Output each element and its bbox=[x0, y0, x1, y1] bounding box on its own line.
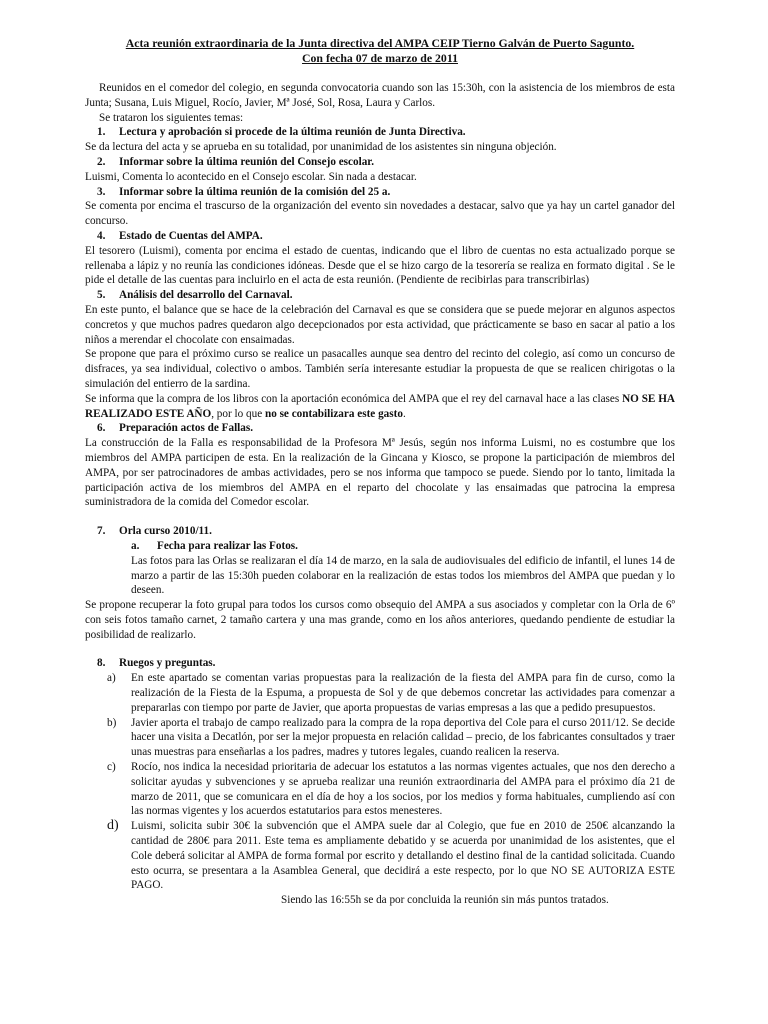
section-title: Análisis del desarrollo del Carnaval. bbox=[119, 289, 293, 302]
section-number: 3. bbox=[97, 185, 106, 198]
section-7-heading bbox=[85, 524, 675, 539]
section-number: 8. bbox=[97, 657, 106, 670]
list-item-text: Javier aporta el trabajo de campo realizado para la compra de la ropa deportiva del Cole para el curso 2011/12. Se decide hacer una visita a Decatlón, por ser la mejor propuesta en relación calidad – precio, de los fabricantes consultados y traer unas muestras para enseñarlas a los padres, madres y tutores legales, cuando realicen la reserva. bbox=[131, 716, 675, 759]
section-3-heading bbox=[85, 185, 675, 200]
title-line-1: Acta reunión extraordinaria de la Junta directiva del AMPA CEIP Tierno Galván de Puerto Sagunto. bbox=[125, 36, 635, 50]
section-title: Informar sobre la última reunión del Consejo escolar. bbox=[119, 155, 375, 168]
section-1-body: Se da lectura del acta y se aprueba en su totalidad, por unanimidad de los asistentes sin ninguna objeción. bbox=[85, 141, 557, 154]
topics-intro: Se trataron los siguientes temas: bbox=[99, 111, 244, 124]
ruegos-list bbox=[85, 671, 675, 893]
section-number: 1. bbox=[97, 126, 106, 139]
section-title: Preparación actos de Fallas. bbox=[119, 422, 254, 435]
document-title bbox=[85, 36, 675, 66]
section-3-body: Se comenta por encima el trascurso de la organización del evento sin novedades a destacar, salvo que ya hay un cartel ganador del concurso. bbox=[85, 200, 675, 228]
section-4-heading bbox=[85, 229, 675, 244]
list-marker: d) bbox=[107, 818, 119, 834]
section-number: 7. bbox=[97, 525, 106, 538]
section-title: Informar sobre la última reunión de la comisión del 25 a. bbox=[119, 185, 391, 198]
list-marker: b) bbox=[107, 716, 117, 729]
text-run: . bbox=[402, 407, 406, 420]
list-item bbox=[85, 819, 675, 893]
section-number: 2. bbox=[97, 155, 106, 168]
emphasis-text: NO SE HA REALIZADO ESTE AÑO bbox=[85, 392, 676, 420]
section-5-body-2: Se propone que para el próximo curso se realice un pasacalles aunque sea dentro del recinto del colegio, así como un concurso de disfraces, ya sea individual, colectivo o ambos. También sería interesante estudiar la propuesta de que se realicen chirigotas o la simulación del entierro de la sardina. bbox=[85, 348, 675, 390]
section-5-body-3 bbox=[85, 392, 675, 422]
section-title: Estado de Cuentas del AMPA. bbox=[119, 229, 263, 242]
section-7-body: Se propone recuperar la foto grupal para todos los cursos como obsequio del AMPA a sus asociados y completar con la Orla de 6º con seis fotos tamaño carnet, 2 tamaño cartera y una mas grande, como en los años anteriores, quedando pendiente de estudiar la posibilidad de realizarlo. bbox=[85, 599, 675, 641]
list-item-text: Rocío, nos indica la necesidad prioritaria de adecuar los estatutos a las normas vigentes actuales, que nos den derecho a solicitar ayudas y subvenciones y se aprueba realizar una reunión extraordinaria del AMPA para el próximo día 21 de marzo de 2011, que se comunicara en el día de hoy a los socios, por los medios y forma habituales, cumpliendo así con las normas vigentes y los acuerdos estatutarios para estos menesteres. bbox=[131, 761, 675, 818]
list-marker: c) bbox=[107, 761, 116, 774]
list-item bbox=[85, 716, 675, 760]
section-6-body: La construcción de la Falla es responsabilidad de la Profesora Mª Jesús, según nos informa Luismi, no es costumbre que los miembros del AMPA participen de esta. En la realización de la Gincana y Kiosco, se propone la participación de miembros del AMPA, por ser patrocinadores de ambas actividades, pero se nos informa que tampoco se puede. Siendo por lo tanto, limitada la participación activa de los miembros del AMPA en el reparto del chocolate y las ensaimadas que patrocina la empresa suministradora de la comida del Comedor escolar. bbox=[85, 437, 675, 509]
section-7a-heading bbox=[85, 539, 675, 554]
subsection-number: a. bbox=[131, 539, 140, 552]
section-2-heading bbox=[85, 155, 675, 170]
section-number: 4. bbox=[97, 229, 106, 242]
section-2-body: Luismi, Comenta lo acontecido en el Consejo escolar. Sin nada a destacar. bbox=[85, 170, 417, 183]
emphasis-text: no se contabilizara este gasto bbox=[264, 407, 403, 420]
list-item bbox=[85, 671, 675, 715]
section-6-heading bbox=[85, 421, 675, 436]
closing-line: Siendo las 16:55h se da por concluida la reunión sin más puntos tratados. bbox=[281, 894, 609, 907]
subsection-title: Fecha para realizar las Fotos. bbox=[157, 539, 298, 552]
intro-paragraph: Reunidos en el comedor del colegio, en segunda convocatoria cuando son las 15:30h, con la asistencia de los miembros de esta Junta; Susana, Luis Miguel, Rocío, Javier, Mª José, Sol, Rosa, Laura y Carlos. bbox=[85, 82, 675, 109]
list-item-text: Luismi, solicita subir 30€ la subvención que el AMPA suele dar al Colegio, que fue en 2010 de 250€ alcanzando la cantidad de 280€ para 2011. Este tema es ampliamente debatido y se acuerda por unanimidad de los asistentes, que el Cole deberá solicitar al AMPA de forma formal por escrito y detallando el destino final de la cantidad solicitada. Cuando esto ocurra, se presentara a la Asamblea General, que decidirá a este respecto, por lo que NO SE AUTORIZA ESTE PAGO. bbox=[131, 820, 675, 892]
title-line-2: Con fecha 07 de marzo de 2011 bbox=[302, 51, 458, 65]
list-marker: a) bbox=[107, 672, 116, 685]
text-run: Se informa que la compra de los libros con la aportación económica del AMPA que el rey del carnaval hace a las clases bbox=[85, 392, 623, 405]
list-item bbox=[85, 760, 675, 819]
section-5-heading bbox=[85, 288, 675, 303]
text-run: , por lo que bbox=[211, 407, 265, 420]
section-4-body: El tesorero (Luismi), comenta por encima el estado de cuentas, indicando que el libro de cuentas no esta actualizado porque se rellenaba a lápiz y no reunía las condiciones idóneas. Desde que el se hizo cargo de la tesorería se realiza en formato digital . Se le pide el detalle de las cuentas para incluirlo en el acta de esta reunión. (Pendiente de recibirlas para transcribirlas) bbox=[85, 244, 675, 287]
section-number: 5. bbox=[97, 289, 106, 302]
section-8-heading bbox=[85, 656, 675, 671]
section-number: 6. bbox=[97, 422, 106, 435]
list-item-text: En este apartado se comentan varias propuestas para la realización de la fiesta del AMPA para fin de curso, como la realización de la Fiesta de la Espuma, a propuesta de Sol y de que debemos concretar las actividades para comenzar a prepararlas con tiempo por parte de Javier, que aporta propuestas de varias empresas a las que a pedido presupuestos. bbox=[131, 672, 675, 714]
section-1-heading bbox=[85, 125, 675, 140]
section-5-body-1: En este punto, el balance que se hace de la celebración del Carnaval es que se considera que se puede mejorar en algunos aspectos concretos y que muchos padres quedaron algo decepcionados por esta actividad, que prácticamente se baso en sacar al patio a los niños a merendar el chocolate con ensaimadas. bbox=[85, 303, 675, 346]
section-title: Lectura y aprobación si procede de la última reunión de Junta Directiva. bbox=[119, 126, 466, 139]
document-page bbox=[85, 36, 675, 908]
section-7a-body: Las fotos para las Orlas se realizaran el día 14 de marzo, en la sala de audiovisuales del edificio de infantil, el lunes 14 de marzo a partir de las 15:30h pueden colaborar en la realización de estas todos los miembros del AMPA que puedan y lo deseen. bbox=[131, 554, 675, 597]
section-title: Orla curso 2010/11. bbox=[119, 525, 212, 538]
section-title: Ruegos y preguntas. bbox=[119, 657, 216, 670]
